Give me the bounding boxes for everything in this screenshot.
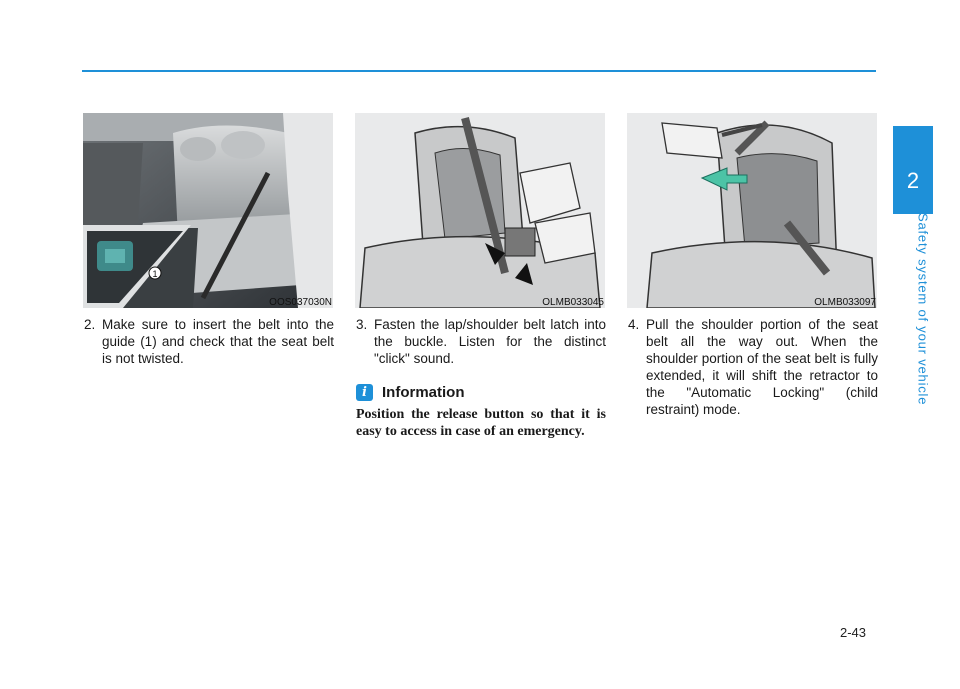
header-rule (82, 70, 876, 72)
step-text: Fasten the lap/shoulder belt latch into the buckle. Listen for the distinct "click" sound. (374, 317, 606, 366)
chapter-title-vertical (913, 214, 933, 404)
callout-1: 1 (152, 269, 158, 279)
information-header (356, 384, 465, 401)
info-icon: i (356, 384, 373, 401)
step-4 (626, 316, 878, 418)
step-number: 4. (628, 317, 640, 332)
step-text: Make sure to insert the belt into the guide (1) and check that the seat belt is not twisted. (102, 317, 334, 366)
chapter-number: 2 (906, 168, 920, 193)
information-title: Information (382, 384, 465, 401)
information-body: Position the release button so that it is easy to access in case of an emergency. (356, 407, 606, 439)
rear-seat-illustration (83, 113, 333, 308)
figure-buckle (355, 113, 605, 308)
chapter-title: Safety system of your vehicle (915, 212, 931, 406)
page-number: 2-43 (840, 625, 867, 640)
step-2 (82, 316, 334, 367)
step-3 (354, 316, 606, 367)
step-number: 2. (84, 317, 96, 332)
figure-code: OOS037030N (269, 297, 332, 308)
step-number: 3. (356, 317, 368, 332)
figure-code: OLMB033097 (814, 297, 876, 308)
chapter-tab (893, 126, 933, 214)
figure-rear-seat-photo (83, 113, 333, 308)
figure-shoulder-belt (627, 113, 877, 308)
figure-code: OLMB033045 (542, 297, 604, 308)
step-text: Pull the shoulder portion of the seat belt all the way out. When the shoulder portion of the seat belt is fully extended, it will shift the retractor to the "Automatic Locking" (child restraint) mode. (646, 317, 878, 417)
buckle-illustration (355, 113, 605, 308)
shoulder-belt-illustration (627, 113, 877, 308)
